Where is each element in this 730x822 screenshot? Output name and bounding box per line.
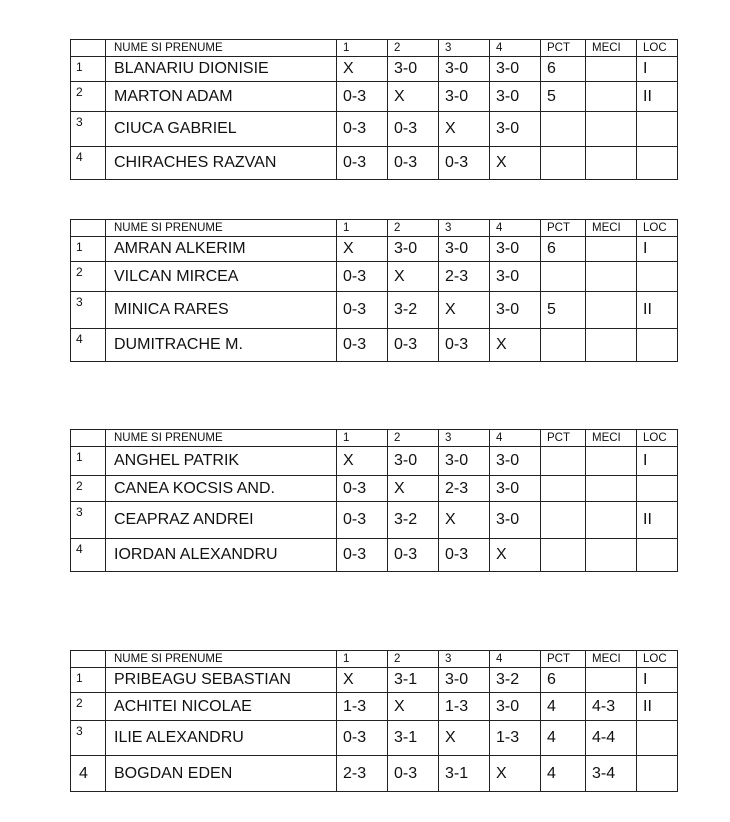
matches: 4-3 [586, 693, 637, 721]
table-row [71, 292, 678, 329]
result-vs-2: 3-0 [388, 57, 439, 82]
result-vs-2: 3-1 [388, 668, 439, 693]
header-name: NUME SI PRENUME [106, 651, 337, 668]
matches [586, 329, 637, 362]
result-vs-1: 0-3 [337, 329, 388, 362]
header-pct: PCT [541, 40, 586, 57]
table-row [71, 237, 678, 262]
header-index-cell [71, 430, 106, 447]
points: 6 [541, 57, 586, 82]
result-vs-3: 2-3 [439, 262, 490, 292]
result-vs-1: X [337, 447, 388, 476]
result-vs-2: 0-3 [388, 112, 439, 147]
result-vs-4: 3-0 [490, 502, 541, 539]
table-row [71, 57, 678, 82]
result-vs-1: 1-3 [337, 693, 388, 721]
header-col-2: 2 [388, 220, 439, 237]
player-name: MARTON ADAM [106, 82, 337, 112]
result-vs-3: 1-3 [439, 693, 490, 721]
table-row [71, 756, 678, 792]
matches [586, 262, 637, 292]
place: I [637, 57, 678, 82]
header-loc: LOC [637, 220, 678, 237]
player-name: CANEA KOCSIS AND. [106, 476, 337, 502]
points: 6 [541, 237, 586, 262]
result-vs-4: X [490, 539, 541, 572]
result-vs-3: 3-0 [439, 668, 490, 693]
points [541, 476, 586, 502]
header-loc: LOC [637, 40, 678, 57]
header-col-4: 4 [490, 40, 541, 57]
header-col-2: 2 [388, 651, 439, 668]
points: 4 [541, 693, 586, 721]
result-vs-4: 3-0 [490, 82, 541, 112]
result-vs-1: 0-3 [337, 476, 388, 502]
matches [586, 82, 637, 112]
header-col-4: 4 [490, 651, 541, 668]
header-name: NUME SI PRENUME [106, 220, 337, 237]
player-name: ILIE ALEXANDRU [106, 721, 337, 756]
points [541, 262, 586, 292]
matches [586, 237, 637, 262]
matches [586, 668, 637, 693]
player-name: ANGHEL PATRIK [106, 447, 337, 476]
result-vs-2: 3-1 [388, 721, 439, 756]
result-vs-3: X [439, 292, 490, 329]
player-name: CHIRACHES RAZVAN [106, 147, 337, 180]
result-vs-1: 0-3 [337, 262, 388, 292]
result-vs-4: 3-0 [490, 262, 541, 292]
result-vs-3: X [439, 502, 490, 539]
player-name: AMRAN ALKERIM [106, 237, 337, 262]
matches [586, 57, 637, 82]
header-col-3: 3 [439, 40, 490, 57]
result-vs-1: 0-3 [337, 502, 388, 539]
place [637, 539, 678, 572]
result-vs-2: X [388, 262, 439, 292]
player-name: IORDAN ALEXANDRU [106, 539, 337, 572]
points [541, 329, 586, 362]
matches [586, 476, 637, 502]
place [637, 756, 678, 792]
place [637, 262, 678, 292]
result-vs-2: 0-3 [388, 329, 439, 362]
player-name: CIUCA GABRIEL [106, 112, 337, 147]
header-pct: PCT [541, 220, 586, 237]
header-index-cell [71, 40, 106, 57]
header-meci: MECI [586, 40, 637, 57]
header-pct: PCT [541, 430, 586, 447]
result-vs-3: X [439, 112, 490, 147]
matches [586, 502, 637, 539]
header-row [71, 40, 678, 57]
header-row [71, 430, 678, 447]
table-row [71, 502, 678, 539]
row-index: 1 [71, 57, 106, 82]
points: 5 [541, 82, 586, 112]
header-meci: MECI [586, 220, 637, 237]
header-col-4: 4 [490, 220, 541, 237]
result-vs-1: 0-3 [337, 292, 388, 329]
header-meci: MECI [586, 651, 637, 668]
result-vs-2: 3-2 [388, 502, 439, 539]
table-row [71, 668, 678, 693]
table-row [71, 329, 678, 362]
header-index-cell [71, 220, 106, 237]
row-index: 3 [71, 292, 106, 329]
player-name: CEAPRAZ ANDREI [106, 502, 337, 539]
result-vs-2: 3-0 [388, 237, 439, 262]
player-name: PRIBEAGU SEBASTIAN [106, 668, 337, 693]
result-vs-2: 0-3 [388, 756, 439, 792]
result-vs-3: 3-0 [439, 447, 490, 476]
matches [586, 112, 637, 147]
row-index: 2 [71, 262, 106, 292]
result-vs-4: 3-2 [490, 668, 541, 693]
points: 6 [541, 668, 586, 693]
place: II [637, 693, 678, 721]
matches [586, 447, 637, 476]
row-index: 3 [71, 721, 106, 756]
result-vs-2: 3-0 [388, 447, 439, 476]
player-name: MINICA RARES [106, 292, 337, 329]
header-col-2: 2 [388, 40, 439, 57]
matches: 3-4 [586, 756, 637, 792]
result-vs-3: 3-0 [439, 82, 490, 112]
table-row [71, 721, 678, 756]
matches [586, 292, 637, 329]
header-loc: LOC [637, 430, 678, 447]
points [541, 539, 586, 572]
player-name: VILCAN MIRCEA [106, 262, 337, 292]
points [541, 502, 586, 539]
result-vs-1: 0-3 [337, 82, 388, 112]
player-name: DUMITRACHE M. [106, 329, 337, 362]
table-row [71, 82, 678, 112]
row-index: 1 [71, 237, 106, 262]
points: 4 [541, 756, 586, 792]
player-name: ACHITEI NICOLAE [106, 693, 337, 721]
table-row [71, 539, 678, 572]
result-vs-4: X [490, 147, 541, 180]
row-index: 2 [71, 693, 106, 721]
result-vs-4: X [490, 756, 541, 792]
matches [586, 147, 637, 180]
result-vs-2: X [388, 693, 439, 721]
result-vs-2: X [388, 476, 439, 502]
header-pct: PCT [541, 651, 586, 668]
points: 4 [541, 721, 586, 756]
header-row [71, 220, 678, 237]
result-vs-3: 3-0 [439, 57, 490, 82]
header-col-1: 1 [337, 430, 388, 447]
result-vs-3: 0-3 [439, 539, 490, 572]
table-row [71, 112, 678, 147]
row-index: 2 [71, 476, 106, 502]
row-index: 3 [71, 502, 106, 539]
result-vs-4: 3-0 [490, 693, 541, 721]
row-index: 4 [71, 147, 106, 180]
header-meci: MECI [586, 430, 637, 447]
header-col-4: 4 [490, 430, 541, 447]
group-table-4 [70, 650, 678, 792]
header-name: NUME SI PRENUME [106, 40, 337, 57]
result-vs-2: 3-2 [388, 292, 439, 329]
header-loc: LOC [637, 651, 678, 668]
table-row [71, 476, 678, 502]
row-index: 4 [71, 329, 106, 362]
result-vs-1: X [337, 668, 388, 693]
result-vs-1: 0-3 [337, 147, 388, 180]
row-index: 1 [71, 668, 106, 693]
matches: 4-4 [586, 721, 637, 756]
header-col-3: 3 [439, 220, 490, 237]
place [637, 721, 678, 756]
matches [586, 539, 637, 572]
result-vs-1: 0-3 [337, 721, 388, 756]
result-vs-1: 2-3 [337, 756, 388, 792]
result-vs-4: 3-0 [490, 476, 541, 502]
player-name: BOGDAN EDEN [106, 756, 337, 792]
result-vs-1: 0-3 [337, 539, 388, 572]
place: II [637, 292, 678, 329]
table-row [71, 147, 678, 180]
result-vs-3: 2-3 [439, 476, 490, 502]
result-vs-3: 0-3 [439, 329, 490, 362]
result-vs-3: X [439, 721, 490, 756]
result-vs-3: 0-3 [439, 147, 490, 180]
result-vs-4: 3-0 [490, 447, 541, 476]
result-vs-4: 3-0 [490, 292, 541, 329]
row-index: 1 [71, 447, 106, 476]
place [637, 112, 678, 147]
header-index-cell [71, 651, 106, 668]
place: II [637, 502, 678, 539]
result-vs-2: X [388, 82, 439, 112]
table-row [71, 262, 678, 292]
result-vs-1: X [337, 237, 388, 262]
result-vs-4: 3-0 [490, 57, 541, 82]
header-col-3: 3 [439, 651, 490, 668]
header-col-3: 3 [439, 430, 490, 447]
result-vs-1: X [337, 57, 388, 82]
header-name: NUME SI PRENUME [106, 430, 337, 447]
result-vs-4: 3-0 [490, 237, 541, 262]
place: I [637, 668, 678, 693]
player-name: BLANARIU DIONISIE [106, 57, 337, 82]
row-index: 4 [71, 756, 106, 792]
row-index: 3 [71, 112, 106, 147]
header-col-1: 1 [337, 220, 388, 237]
group-table-2 [70, 219, 678, 362]
table-row [71, 693, 678, 721]
points: 5 [541, 292, 586, 329]
place: II [637, 82, 678, 112]
points [541, 147, 586, 180]
result-vs-3: 3-1 [439, 756, 490, 792]
place [637, 476, 678, 502]
place: I [637, 237, 678, 262]
result-vs-2: 0-3 [388, 539, 439, 572]
group-table-1 [70, 39, 678, 180]
result-vs-4: 1-3 [490, 721, 541, 756]
result-vs-2: 0-3 [388, 147, 439, 180]
row-index: 4 [71, 539, 106, 572]
place [637, 147, 678, 180]
result-vs-4: 3-0 [490, 112, 541, 147]
result-vs-4: X [490, 329, 541, 362]
header-col-2: 2 [388, 430, 439, 447]
place: I [637, 447, 678, 476]
group-table-3 [70, 429, 678, 572]
row-index: 2 [71, 82, 106, 112]
result-vs-1: 0-3 [337, 112, 388, 147]
result-vs-3: 3-0 [439, 237, 490, 262]
header-col-1: 1 [337, 651, 388, 668]
header-row [71, 651, 678, 668]
points [541, 112, 586, 147]
table-row [71, 447, 678, 476]
place [637, 329, 678, 362]
points [541, 447, 586, 476]
header-col-1: 1 [337, 40, 388, 57]
